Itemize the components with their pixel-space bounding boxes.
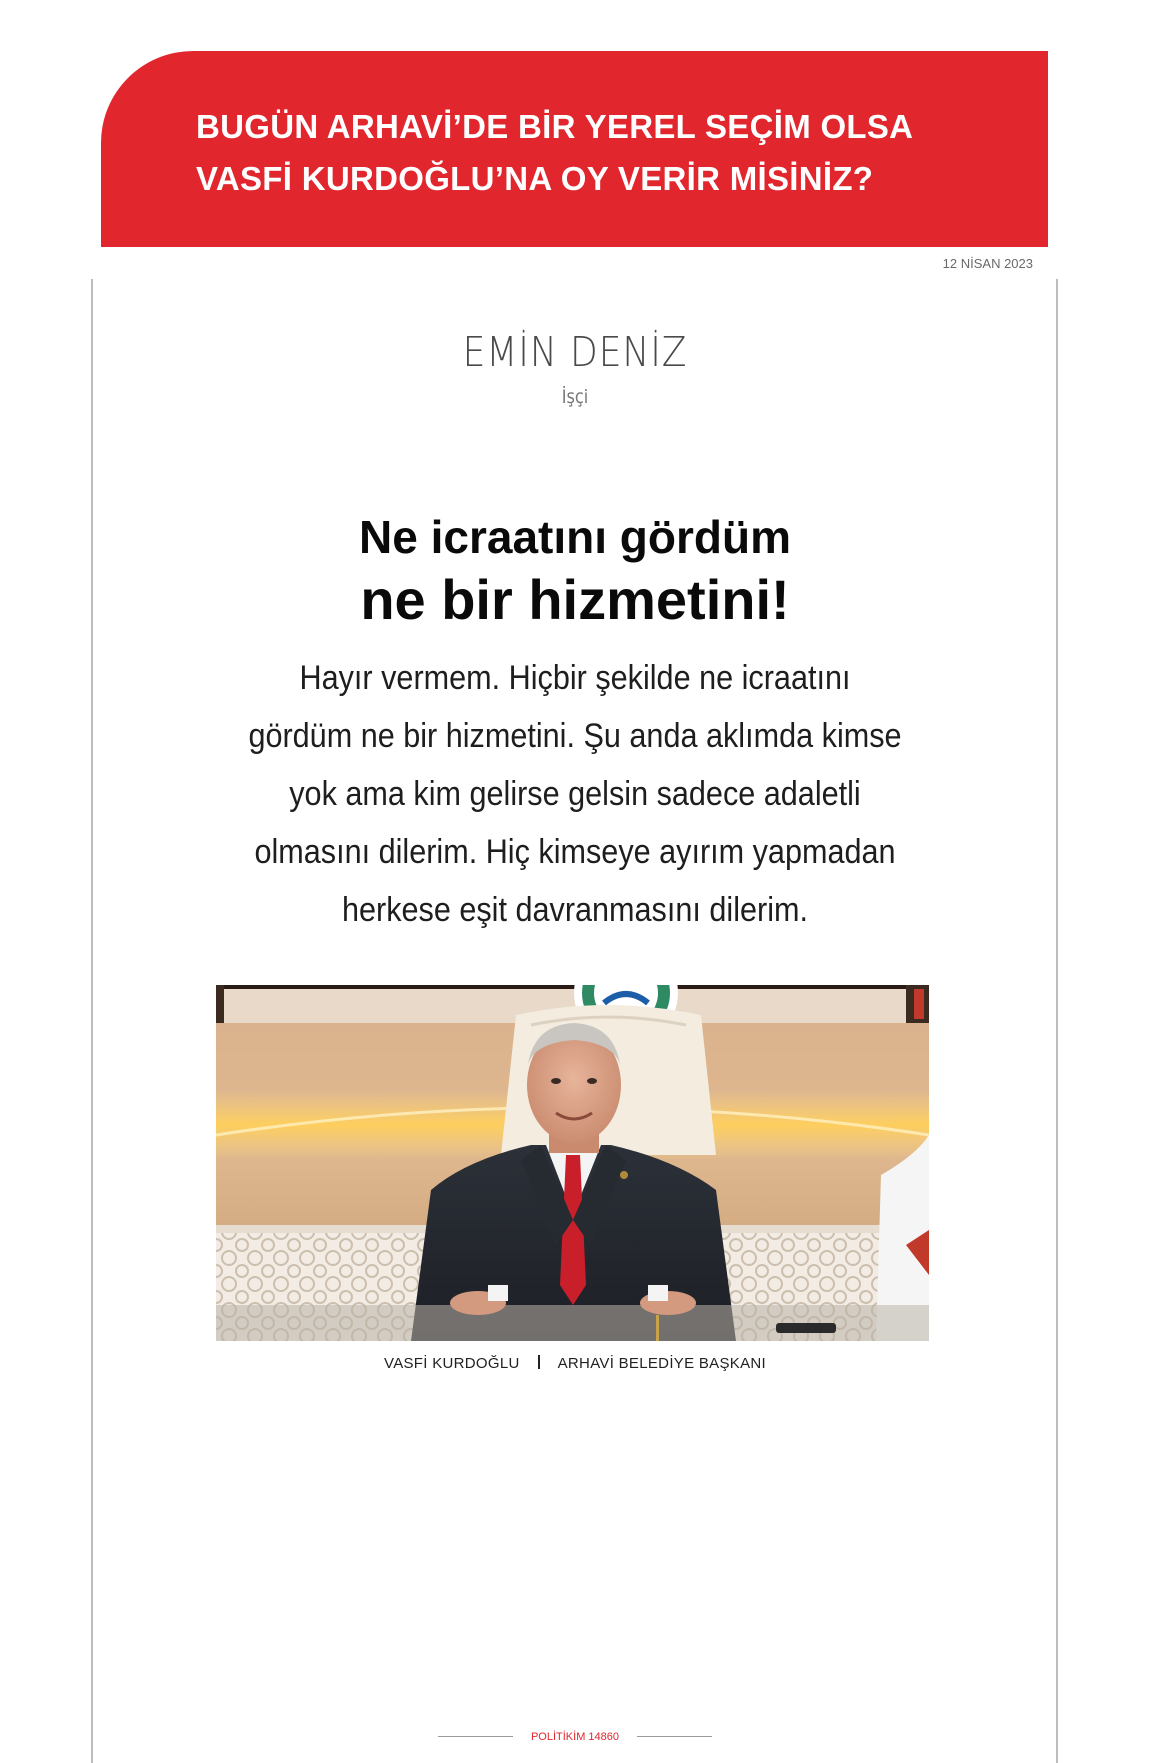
answer-line: gördüm ne bir hizmetini. Şu anda aklımda kimse: [248, 717, 902, 755]
headline-line-2: ne bir hizmetini!: [360, 568, 790, 631]
author-name: EMİN DENİZ: [462, 328, 688, 376]
footer: [0, 1731, 1150, 1743]
answer-line: herkese eşit davranmasını dilerim.: [341, 891, 809, 929]
caption-role: ARHAVİ BELEDİYE BAŞKANI: [557, 1355, 766, 1372]
answer-line: olmasını dilerim. Hiç kimseye ayırım yapmadan: [254, 833, 896, 871]
footer-text: POLİTİKİM 14860: [530, 1731, 620, 1743]
answer-line: yok ama kim gelirse gelsin sadece adaletli: [289, 775, 861, 813]
caption-name: VASFİ KURDOĞLU: [384, 1355, 520, 1372]
publish-date: 12 NİSAN 2023: [942, 256, 1033, 271]
author-occupation: İşçi: [561, 386, 589, 408]
answer-line: Hayır vermem. Hiçbir şekilde ne icraatını: [299, 659, 851, 697]
frame-left-border: [91, 279, 93, 1763]
frame-right-border: [1056, 279, 1058, 1763]
photo-caption: [0, 1355, 1150, 1372]
footer-rule-right: [637, 1736, 712, 1737]
mayor-photo: [216, 985, 929, 1341]
answer-paragraph: [200, 649, 950, 939]
footer-rule-left: [438, 1736, 513, 1737]
headline: [0, 508, 1150, 634]
question-title-line-1: BUGÜN ARHAVİ’DE BİR YEREL SEÇİM OLSA: [196, 108, 914, 145]
header-banner: [101, 51, 1048, 247]
headline-line-1: Ne icraatını gördüm: [359, 511, 791, 563]
question-title-line-2: VASFİ KURDOĞLU’NA OY VERİR MİSİNİZ?: [196, 160, 874, 197]
caption-separator: [538, 1355, 540, 1369]
